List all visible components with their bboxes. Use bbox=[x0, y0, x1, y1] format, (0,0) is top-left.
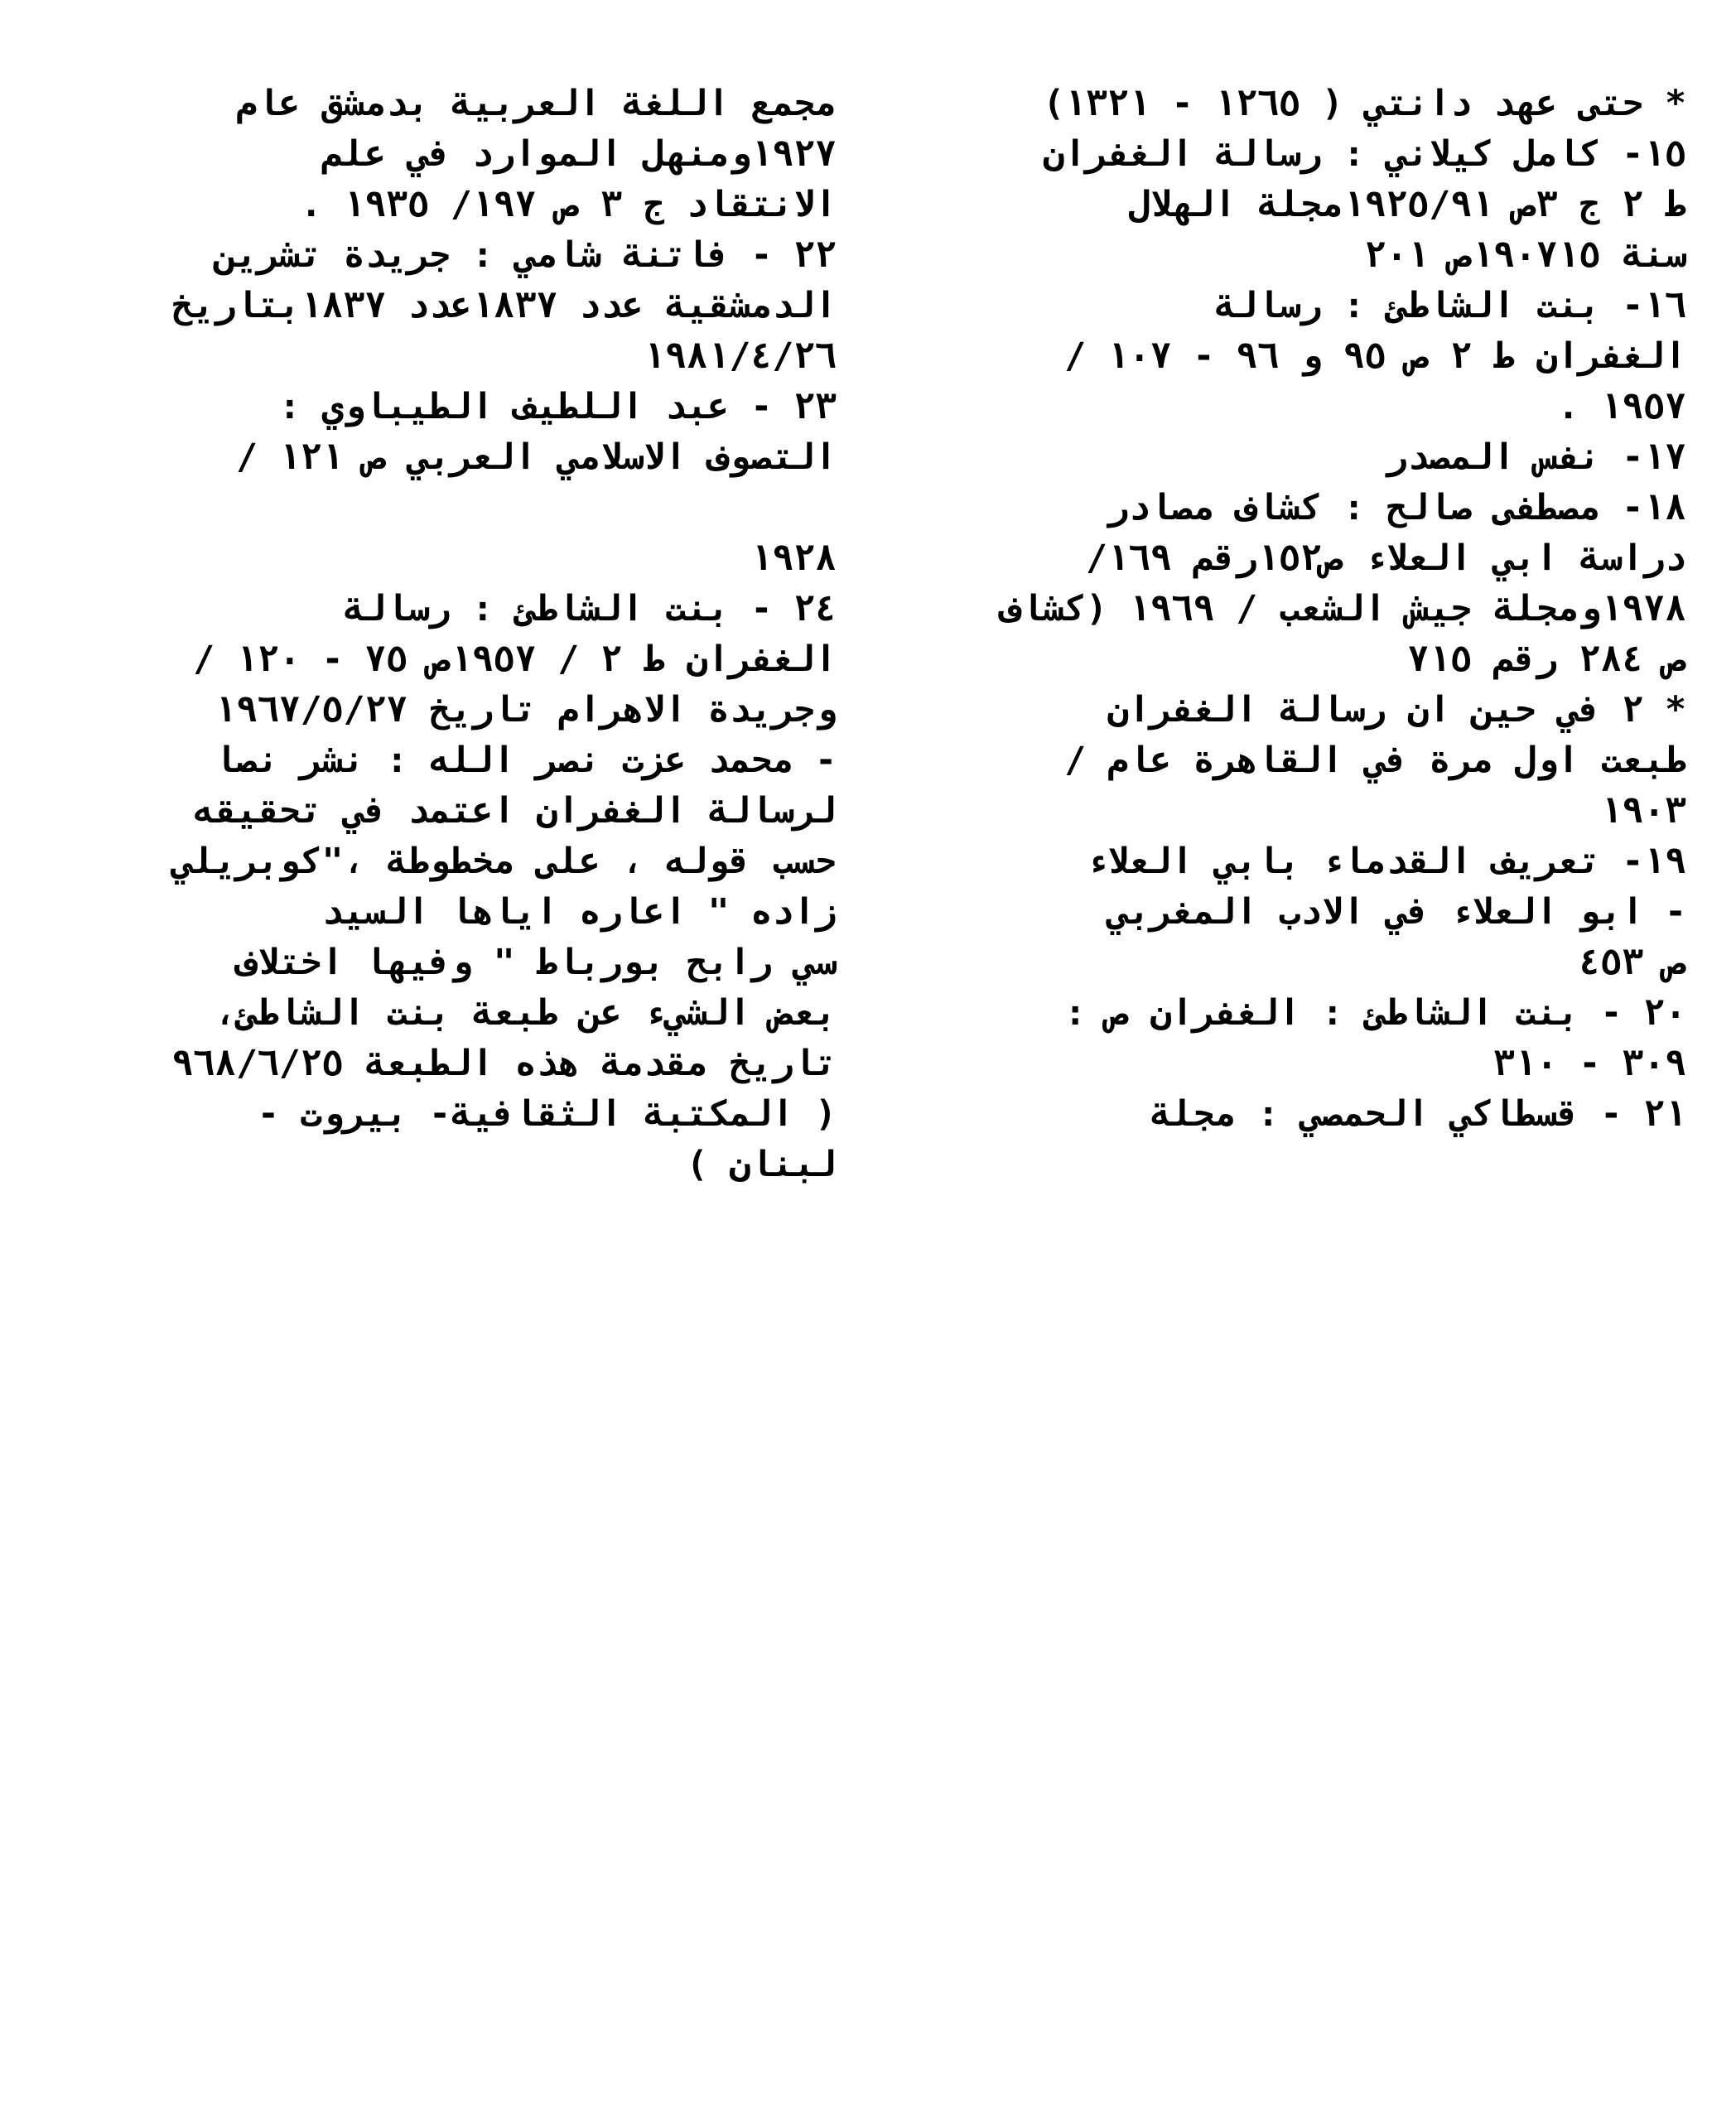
footnote-line: وجريدة الاهرام تاريخ ١٩٦٧/٥/٢٧ bbox=[215, 689, 837, 731]
footnote-line: ط ٢ ج ٣ص ١٩٢٥/٩١مجلة الهلال bbox=[1128, 184, 1686, 225]
footnote-line: ١٥- كامل كيلاني : رسالة الغفران bbox=[1043, 133, 1686, 175]
footnote-line: سنة ١٩٠٧١٥ص ٢٠١ bbox=[1364, 234, 1686, 276]
footnote-line: لبنان ) bbox=[686, 1144, 837, 1185]
footnote-line: دراسة ابي العلاء ص١٥٢رقم ١٦٩/ bbox=[1086, 538, 1686, 579]
footnote-line: ٣٠٩ - ٣١٠ bbox=[1492, 1043, 1686, 1084]
footnote-line: سي رابح بورباط " وفيها اختلاف bbox=[236, 942, 837, 983]
footnote-line: تاريخ مقدمة هذه الطبعة ٩٦٨/٦/٢٥ bbox=[171, 1043, 837, 1084]
footnote-line: ٢١ - قسطاكي الحمصي : مجلة bbox=[1150, 1093, 1686, 1135]
footnote-line: زاده " اعاره اياها السيد bbox=[321, 891, 837, 933]
footnote-line: ١٩٠٣ bbox=[1600, 790, 1686, 832]
footnote-line: ( المكتبة الثقافية- بيروت - bbox=[258, 1093, 837, 1135]
footnote-line: الغفران ط ٢ ص ٩٥ و ٩٦ - ١٠٧ / bbox=[1064, 335, 1686, 377]
footnote-line: - محمد عزت نصر الله : نشر نصا bbox=[215, 740, 837, 781]
footnote-line: ص ٤٥٣ bbox=[1579, 942, 1686, 983]
right-column-footnotes bbox=[875, 79, 1686, 1140]
footnote-line: ١٩- تعريف القدماء بابي العلاء bbox=[1086, 841, 1686, 882]
footnote-line: الغفران ط ٢ / ١٩٥٧ص ٧٥ - ١٢٠ / bbox=[193, 639, 837, 680]
left-column-footnotes bbox=[50, 79, 837, 1190]
footnote-line: بعض الشيء عن طبعة بنت الشاطئ، bbox=[215, 992, 837, 1034]
footnote-line: التصوف الاسلامي العربي ص ١٢١ / bbox=[236, 436, 837, 478]
footnote-line: ٢٣ - عبد اللطيف الطيباوي : bbox=[278, 386, 837, 427]
footnote-line: حسب قوله ، على مخطوطة ،"كوبريلي bbox=[171, 841, 837, 882]
footnote-line: ١٩٥٧ . bbox=[1557, 386, 1686, 427]
footnote-line: ١٩٧٨ومجلة جيش الشعب / ١٩٦٩ (كشاف bbox=[1000, 588, 1686, 629]
footnote-line: ٢٢ - فاتنة شامي : جريدة تشرين bbox=[215, 234, 837, 276]
blank-line bbox=[50, 483, 837, 533]
footnote-line: * ٢ في حين ان رسالة الغفران bbox=[1107, 689, 1686, 731]
footnote-line: ٢٤ - بنت الشاطئ : رسالة bbox=[343, 588, 837, 629]
footnote-line: ٢٠ - بنت الشاطئ : الغفران ص : bbox=[1064, 992, 1686, 1034]
footnote-line: - ابو العلاء في الادب المغربي bbox=[1107, 891, 1686, 933]
footnote-line: طبعت اول مرة في القاهرة عام / bbox=[1064, 740, 1686, 781]
footnote-line: ١٩٢٧ومنهل الموارد في علم bbox=[321, 133, 837, 175]
footnote-line: ص ٢٨٤ رقم ٧١٥ bbox=[1407, 639, 1686, 680]
footnote-line: ١٩٨١/٤/٢٦ bbox=[644, 335, 837, 377]
footnote-line: الانتقاد ج ٣ ص ١٩٧/ ١٩٣٥ . bbox=[300, 184, 837, 225]
footnote-line: الدمشقية عدد ١٨٣٧عدد ١٨٣٧بتاريخ bbox=[171, 285, 837, 326]
footnote-line: * حتى عهد دانتي ( ١٢٦٥ - ١٣٢١) bbox=[1043, 83, 1686, 124]
footnote-line: ١٧- نفس المصدر bbox=[1386, 436, 1686, 478]
footnote-line: مجمع اللغة العربية بدمشق عام bbox=[236, 83, 837, 124]
footnote-line: لرسالة الغفران اعتمد في تحقيقه bbox=[193, 790, 837, 832]
footnote-line: ١٨- مصطفى صالح : كشاف مصادر bbox=[1107, 487, 1686, 528]
footnote-line: ١٩٢٨ bbox=[750, 538, 837, 579]
footnote-line: ١٦- بنت الشاطئ : رسالة bbox=[1214, 285, 1686, 326]
